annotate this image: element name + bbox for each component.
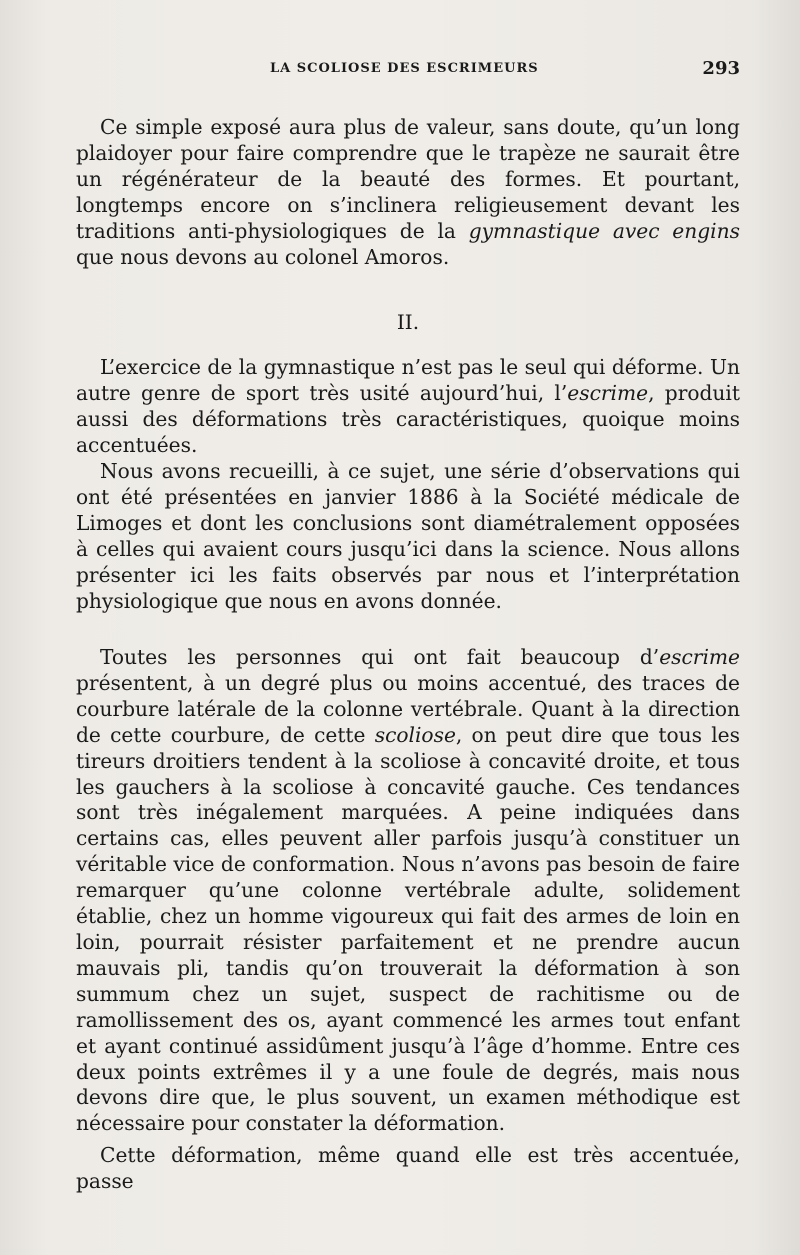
paragraph-1-italic-term: gymnastique avec engins xyxy=(468,218,740,243)
paragraph-2-part-1: L’exercice de la gymnastique n’est pas le seul qui déforme. Un autre genre de sport très usité aujourd’hui, l’ xyxy=(76,355,740,405)
paragraph-2 xyxy=(76,355,740,459)
paragraph-3-text: Nous avons recueilli, à ce sujet, une série d’observations qui ont été présentées en janvier 1886 à la Société médicale de Limoges et dont les conclusions sont diamétralement opposées à celles qui avaient cours jusqu’ici dans la science. Nous allons présenter ici les faits observés par nous et l’interprétation physiologique que nous en avons donnée. xyxy=(76,459,740,613)
paragraph-5 xyxy=(76,1143,740,1195)
running-title: LA SCOLIOSE DES ESCRIMEURS xyxy=(270,61,539,76)
paragraph-4-part-1: Toutes les personnes qui ont fait beaucoup d’ xyxy=(100,645,660,669)
paragraph-4-italic-term-2: scoliose xyxy=(374,722,456,747)
paragraph-1-part-1: Ce simple exposé aura plus de valeur, sans doute, qu’un long plaidoyer pour faire comprendre que le trapèze ne saurait être un régénérateur de la beauté des formes. Et pourtant, longtemps encore on s’inclinera religieusement devant les traditions anti-physiologiques de la xyxy=(76,115,740,243)
paragraph-2-italic-term: escrime xyxy=(567,380,649,405)
paragraph-4-part-2: présentent, à un degré plus ou moins accentué, des traces de courbure latérale de la colonne vertébrale. Quant à la direction de cette courbure, de cette xyxy=(76,670,740,747)
paragraph-4-text xyxy=(76,645,740,1137)
paragraph-4 xyxy=(76,645,740,1137)
page-number: 293 xyxy=(702,58,740,79)
section-heading: II. xyxy=(396,310,420,334)
paragraph-1 xyxy=(76,115,740,270)
running-head xyxy=(76,58,740,82)
paragraph-2-text xyxy=(76,355,740,459)
paragraph-3 xyxy=(76,459,740,614)
paragraph-4-italic-term-1: escrime xyxy=(659,645,740,669)
paragraph-2-part-2: , produit aussi des déformations très caractéristiques, quoique moins accentuées. xyxy=(76,380,740,457)
paragraph-1-text xyxy=(76,115,740,270)
paragraph-4-part-3: , on peut dire que tous les tireurs droitiers tendent à la scoliose à concavité droite, et tous les gauchers à la scoliose à concavité gauche. Ces tendances sont très inégalement marquées. A peine indiquées dans certains cas, elles peuvent aller parfois jusqu’à constituer un véritable vice de conformation. Nous n’avons pas besoin de faire remarquer qu’une colonne vertébrale adulte, solidement établie, chez un homme vigoureux qui fait des armes de loin en loin, pourrait résister parfaitement et ne prendre aucun mauvais pli, tandis qu’on trouverait la déformation à son summum chez un sujet, suspect de rachitisme ou de ramollissement des os, ayant commencé les armes tout enfant et ayant continué assidûment jusqu’à l’âge d’homme. Entre ces deux points extrêmes il y a une foule de degrés, mais nous devons dire que, le plus souvent, un examen méthodique est nécessaire pour constater la déformation. xyxy=(76,722,740,1136)
paragraph-5-text: Cette déformation, même quand elle est très accentuée, passe xyxy=(76,1143,740,1193)
paragraph-1-part-2: que nous devons au colonel Amoros. xyxy=(76,244,450,269)
